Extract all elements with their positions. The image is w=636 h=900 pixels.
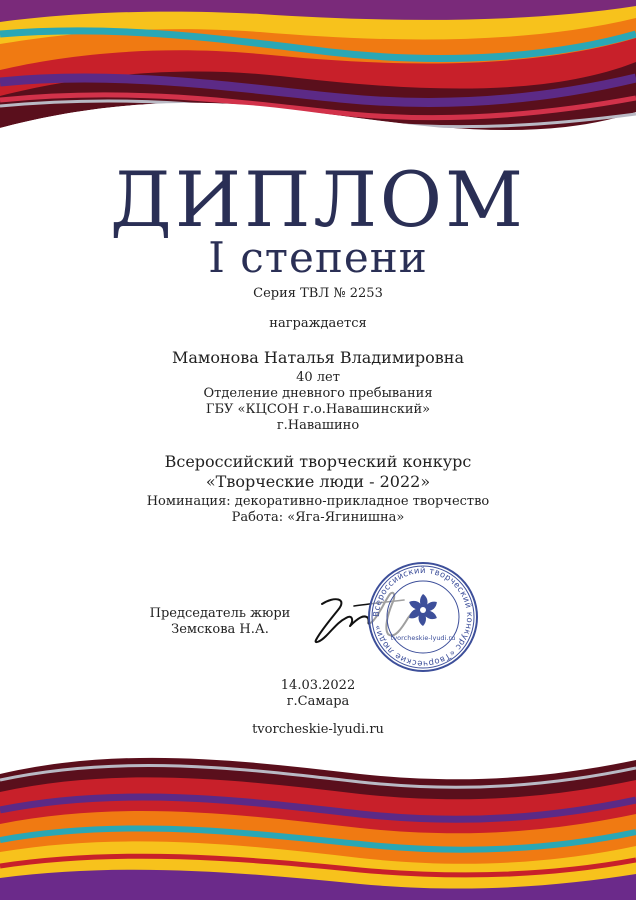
diploma-title: ДИПЛОМ (110, 155, 526, 244)
issue-date: 14.03.2022 (280, 678, 356, 693)
recipient-name: Мамонова Наталья Владимировна (171, 348, 465, 367)
svg-text:tvorcheskie-lyudi.ru: tvorcheskie-lyudi.ru (390, 634, 456, 642)
recipient-organization: ГБУ «КЦСОН г.о.Навашинский» (205, 402, 431, 417)
contest-subtitle: «Творческие люди - 2022» (205, 472, 431, 491)
issue-place: г.Самара (286, 694, 350, 709)
recipient-city: г.Навашино (276, 418, 360, 433)
svg-text:Всероссийский творческий конку: Всероссийский творческий конкурс «Творческие люди» (370, 564, 476, 670)
contest-title: Всероссийский творческий конкурс (164, 452, 472, 471)
nomination: Номинация: декоративно-прикладное творчество (146, 494, 490, 509)
diploma-degree: I степени (208, 233, 428, 282)
website-link[interactable]: tvorcheskie-lyudi.ru (252, 722, 384, 737)
awarded-label: награждается (269, 316, 367, 331)
series-number: Серия ТВЛ № 2253 (253, 286, 383, 301)
recipient-age: 40 лет (296, 370, 340, 385)
contest-stamp (366, 560, 480, 674)
jury-role: Председатель жюри (149, 606, 291, 621)
recipient-department: Отделение дневного пребывания (203, 386, 433, 401)
bottom-decorative-band (0, 740, 636, 900)
top-decorative-band (0, 0, 636, 150)
jury-name: Земскова Н.А. (171, 622, 269, 637)
work-title: Работа: «Яга-Ягинишна» (231, 510, 405, 525)
